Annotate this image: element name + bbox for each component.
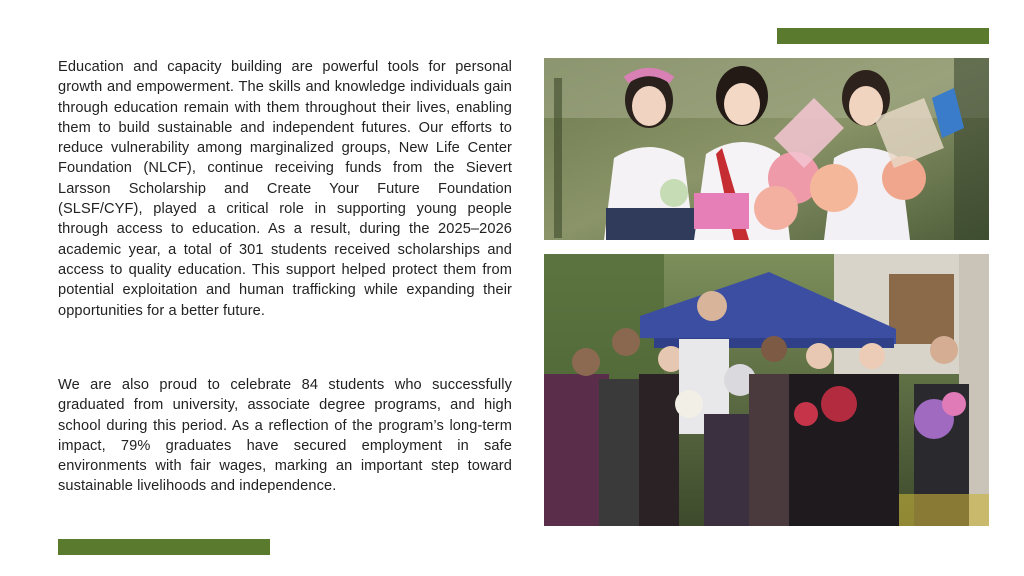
body-text-block <box>58 57 512 321</box>
paragraph-scholarships: Education and capacity building are powerful tools for personal growth and empowerment. The skills and knowledge individuals gain through education remain with them throughout their lives, enabling them to build sustainable and independent futures. Our efforts to reduce vulnerability among marginalized groups, New Life Center Foundation (NLCF), continue receiving funds from the Sievert Larsson Scholarship and Create Your Future Foundation (SLSF/CYF), played a critical role in supporting young people through access to education. As a result, during the 2025–2026 academic year, a total of 301 students received scholarships and access to quality education. This support helped protect them from potential exploitation and human trafficking while expanding their opportunities for a better future. <box>58 59 512 319</box>
graduates-group-photo <box>544 254 989 526</box>
paragraph-graduates: We are also proud to celebrate 84 students who successfully graduated from university, associate degree programs, and high school during this period. As a reflection of the program’s long-term impact, 79% graduates have secured employment in safe environments with fair wages, marking an important step toward sustainable livelihoods and independence. <box>58 377 512 495</box>
top-accent-bar <box>777 28 989 44</box>
graduates-bouquets-illustration <box>544 58 989 240</box>
graduates-group-illustration <box>544 254 989 526</box>
graduates-bouquets-photo <box>544 58 989 240</box>
bottom-accent-bar <box>58 539 270 555</box>
